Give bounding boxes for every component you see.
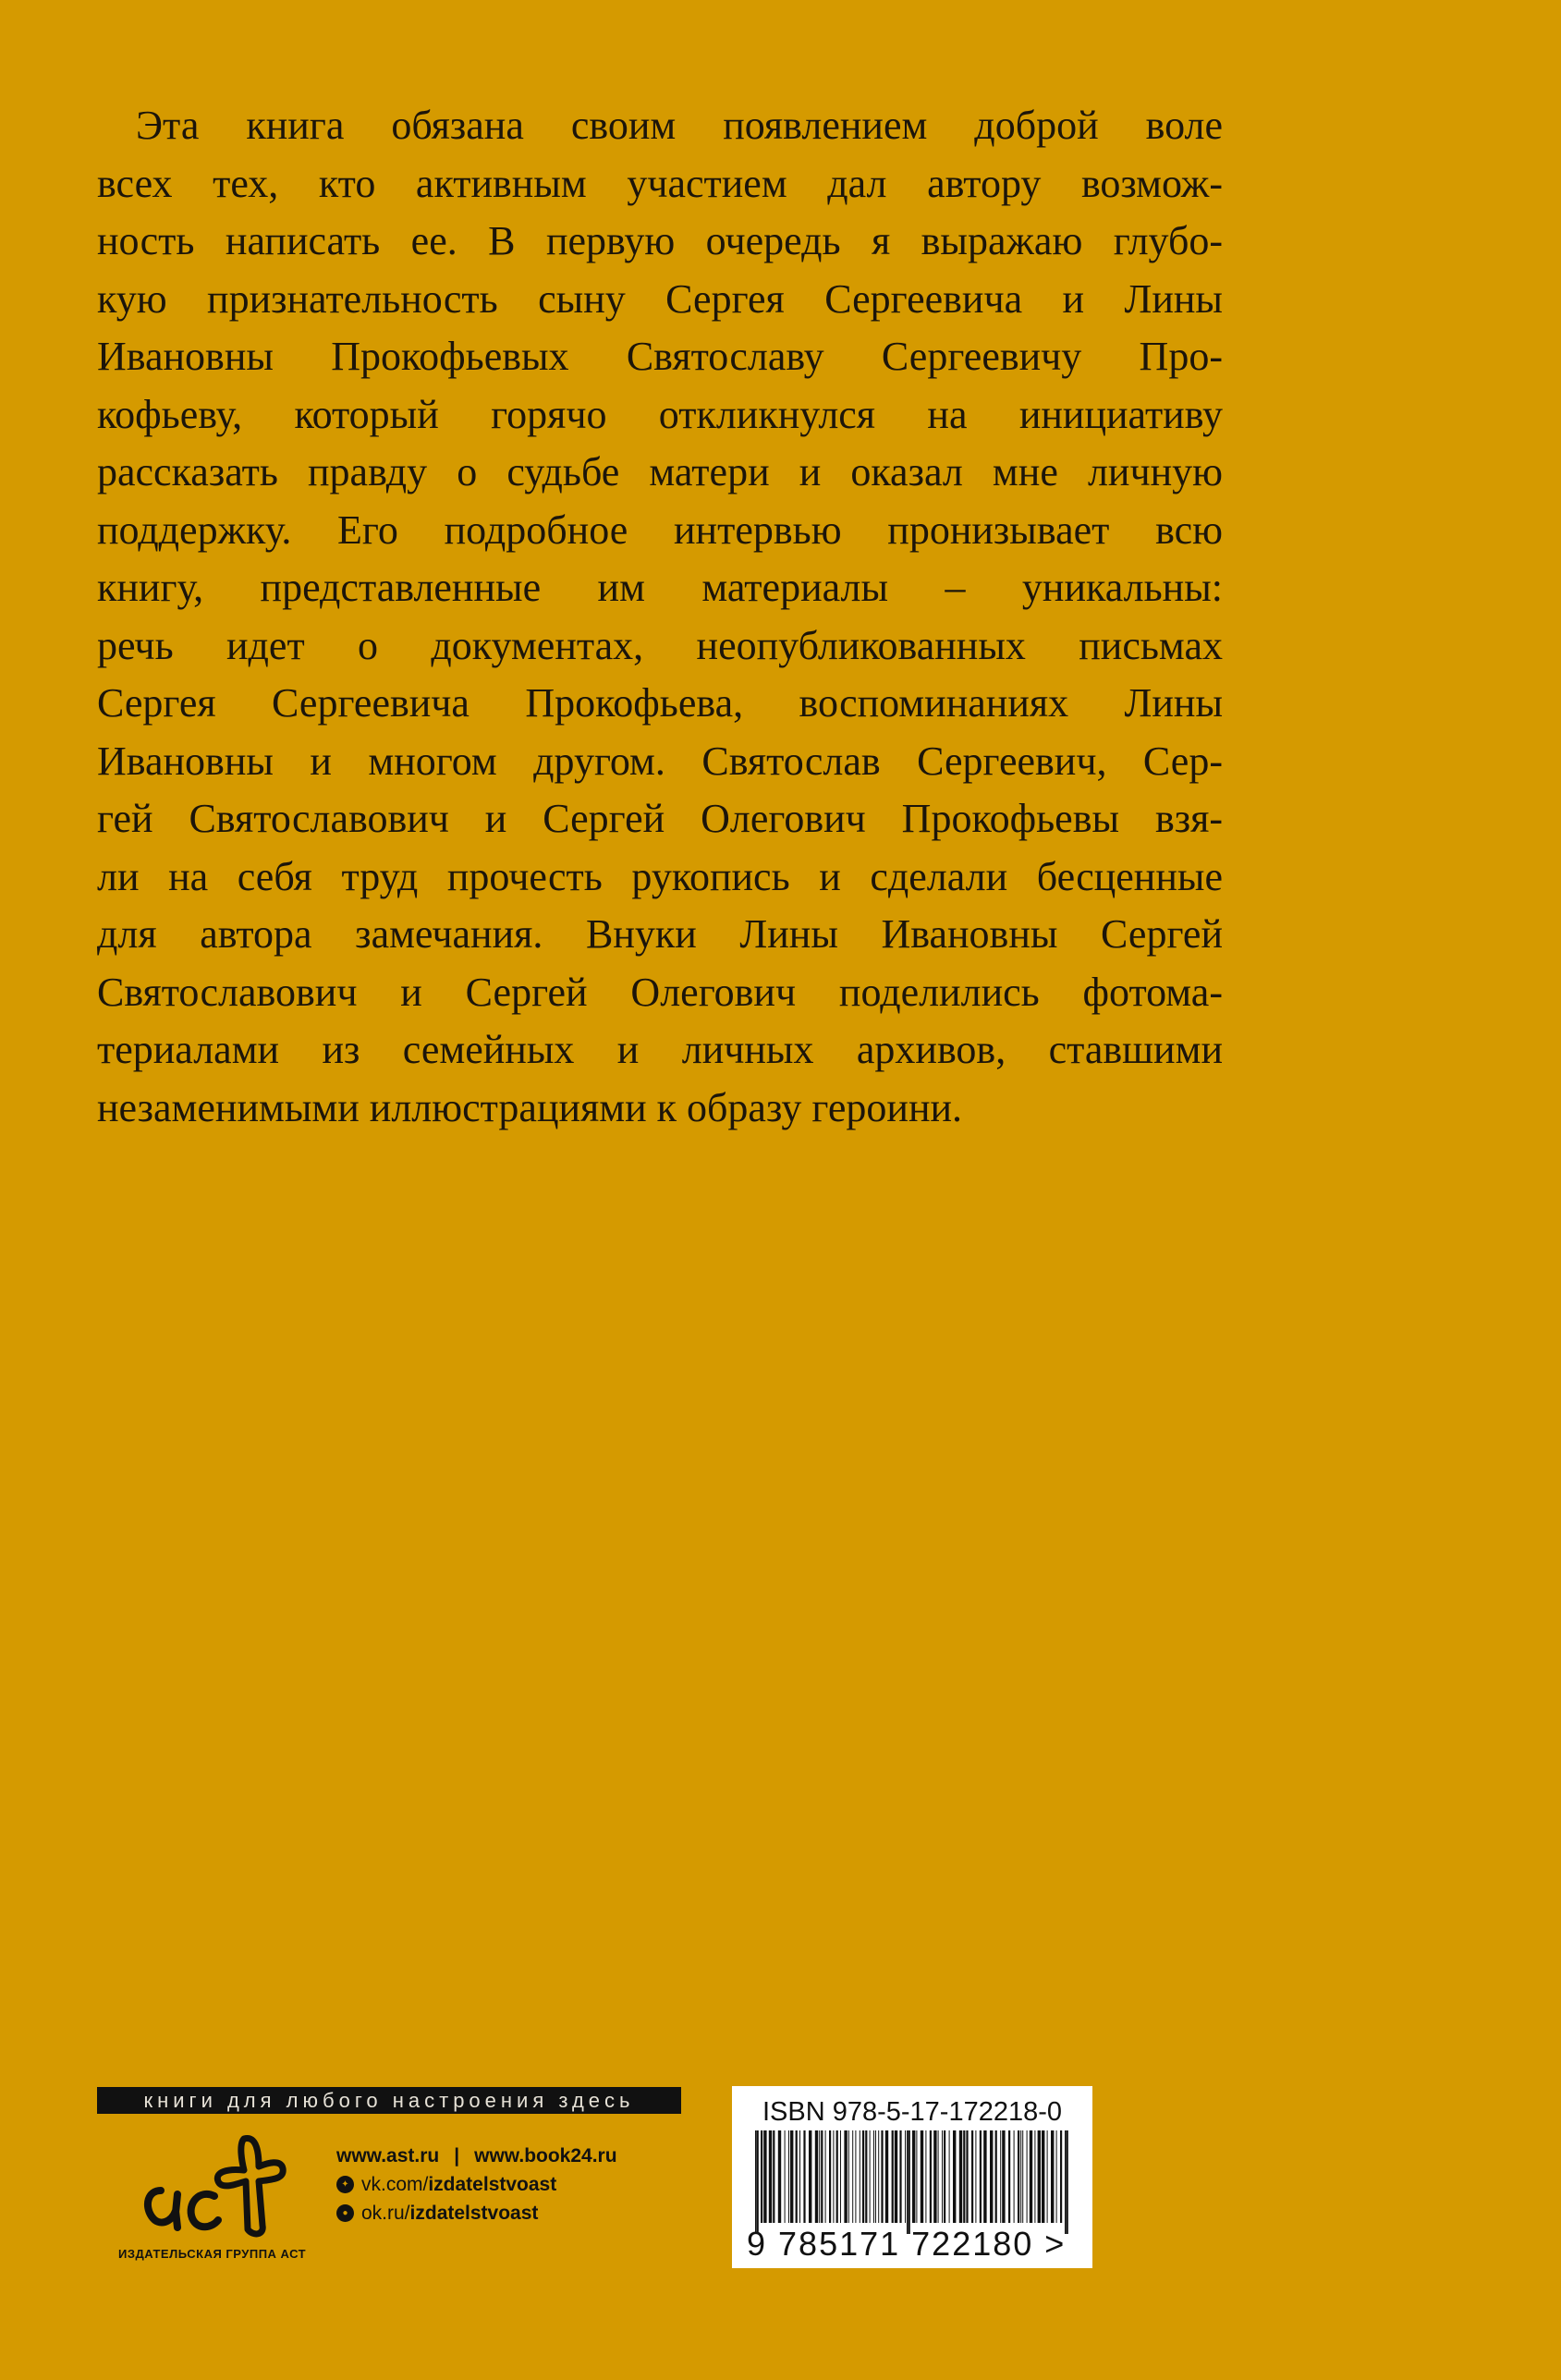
barcode-bar xyxy=(855,2130,856,2223)
ean-number: 9 785171 722180 > xyxy=(747,2225,1067,2263)
barcode-bar xyxy=(971,2130,973,2223)
barcode-bar xyxy=(905,2130,906,2223)
barcode-guard-bar xyxy=(1067,2130,1068,2234)
blurb-line: поддержку. Его подробное интервью пронизывает всю xyxy=(97,507,1223,553)
barcode-bar xyxy=(862,2130,864,2223)
barcode-bar xyxy=(1000,2130,1001,2223)
barcode-bar xyxy=(983,2130,986,2223)
barcode-bar xyxy=(840,2130,841,2223)
blurb-line: Ивановны Прокофьевых Святославу Сергеевичу Про- xyxy=(97,334,1223,379)
barcode-bar xyxy=(995,2130,997,2223)
blurb-line: для автора замечания. Внуки Лины Ивановны Сергей xyxy=(97,911,1223,957)
blurb-line: ли на себя труд прочесть рукопись и сделали бесценные xyxy=(97,853,1223,899)
vk-link[interactable] xyxy=(361,2170,556,2199)
barcode-bar xyxy=(892,2130,894,2223)
barcode-bar xyxy=(873,2130,874,2223)
barcode-bar xyxy=(809,2130,811,2223)
barcode-bar xyxy=(925,2130,926,2223)
isbn-barcode xyxy=(732,2086,1092,2268)
isbn-number: ISBN 978-5-17-172218-0 xyxy=(762,2097,1063,2127)
ok-icon: ● xyxy=(336,2204,354,2222)
blurb-line: Ивановны и многом другом. Святослав Сергеевич, Сер- xyxy=(97,738,1223,784)
barcode-bar xyxy=(878,2130,879,2223)
blurb-line: Святославович и Сергей Олегович поделились фотома- xyxy=(97,969,1223,1015)
barcode-bar xyxy=(761,2130,762,2223)
barcode-guard-bar xyxy=(755,2130,757,2234)
barcode-bar xyxy=(980,2130,982,2223)
barcode-bar xyxy=(836,2130,838,2223)
barcode-bar xyxy=(1034,2130,1035,2223)
barcode-bar xyxy=(799,2130,800,2223)
ok-link[interactable] xyxy=(361,2199,538,2227)
barcode-bar xyxy=(778,2130,781,2223)
barcode-bar xyxy=(921,2130,923,2223)
barcode-bar xyxy=(852,2130,853,2223)
barcode-bar xyxy=(933,2130,936,2223)
barcode-bar xyxy=(803,2130,805,2223)
barcode-bar xyxy=(788,2130,789,2223)
barcode-guard-bar xyxy=(909,2130,910,2234)
barcode-bar xyxy=(1056,2130,1057,2223)
barcode-bar xyxy=(848,2130,849,2223)
barcode-bar xyxy=(916,2130,917,2223)
barcode-guard-bar xyxy=(907,2130,909,2234)
blurb-line: ность написать ее. В первую очередь я выражаю глубо- xyxy=(97,218,1223,263)
website-link-book24[interactable]: www.book24.ru xyxy=(474,2145,617,2166)
barcode-bar xyxy=(1008,2130,1010,2223)
barcode-bar xyxy=(1060,2130,1062,2223)
barcode-bar xyxy=(821,2130,823,2223)
barcode-bar xyxy=(870,2130,871,2223)
ast-logo-icon xyxy=(135,2126,301,2246)
barcode-bar xyxy=(1051,2130,1054,2223)
barcode-bar xyxy=(966,2130,968,2223)
vk-handle: izdatelstvoast xyxy=(428,2174,557,2195)
back-cover-blurb xyxy=(97,97,1223,1137)
publisher-imprint: ИЗДАТЕЛЬСКАЯ ГРУППА АСТ xyxy=(118,2247,307,2261)
barcode-bar xyxy=(829,2130,831,2223)
website-link-ast[interactable]: www.ast.ru xyxy=(336,2145,440,2166)
barcode-bar xyxy=(949,2130,950,2223)
barcode-bar xyxy=(990,2130,993,2223)
barcode-bar xyxy=(1022,2130,1023,2223)
barcode-bar xyxy=(930,2130,932,2223)
barcode-bar xyxy=(1027,2130,1028,2223)
vk-row xyxy=(336,2170,617,2199)
barcode-bar xyxy=(1020,2130,1021,2223)
blurb-line: кую признательность сыну Сергея Сергеевича и Лины xyxy=(97,275,1223,322)
barcode-bar xyxy=(844,2130,847,2223)
barcode-bar xyxy=(959,2130,962,2223)
blurb-line: незаменимыми иллюстрациями к образу героини. xyxy=(97,1084,963,1130)
website-row xyxy=(336,2142,617,2170)
blurb-line: Сергея Сергеевича Прокофьева, воспоминаниях Лины xyxy=(97,680,1223,726)
barcode-bar xyxy=(833,2130,834,2223)
barcode-bar xyxy=(912,2130,915,2223)
barcode-bar xyxy=(1047,2130,1048,2223)
barcode-bar xyxy=(1002,2130,1005,2223)
barcode-bar xyxy=(1038,2130,1041,2223)
barcode-guard-bar xyxy=(757,2130,759,2234)
barcode-bar xyxy=(769,2130,772,2223)
blurb-line: речь идет о документах, неопубликованных письмах xyxy=(97,622,1223,668)
vk-prefix: vk.com/ xyxy=(361,2174,429,2195)
barcode-bar xyxy=(885,2130,888,2223)
barcode-bar xyxy=(963,2130,965,2223)
barcode-bar xyxy=(773,2130,774,2223)
barcode-bar xyxy=(825,2130,826,2223)
barcode-bar xyxy=(881,2130,883,2223)
ast-logo xyxy=(118,2126,312,2264)
barcode-bar xyxy=(1030,2130,1032,2223)
barcode-bar xyxy=(944,2130,945,2223)
publisher-links xyxy=(336,2142,617,2227)
blurb-line: всех тех, кто активным участием дал автору возмож- xyxy=(97,160,1223,206)
ok-row xyxy=(336,2199,617,2227)
barcode-guard-bar xyxy=(1065,2130,1067,2234)
barcode-bar xyxy=(763,2130,766,2223)
barcode-bar xyxy=(1014,2130,1015,2223)
barcode-bar xyxy=(790,2130,793,2223)
barcode-bar xyxy=(865,2130,867,2223)
barcode-bar xyxy=(895,2130,897,2223)
publisher-tagline: книги для любого настроения здесь xyxy=(97,2087,681,2114)
barcode-bar xyxy=(953,2130,956,2223)
blurb-line: Эта книга обязана своим появлением доброй воле xyxy=(136,103,1223,148)
barcode-bar xyxy=(1018,2130,1019,2223)
barcode-bar xyxy=(819,2130,820,2223)
barcode-bar xyxy=(875,2130,876,2223)
separator: | xyxy=(454,2145,460,2166)
barcode-bar xyxy=(815,2130,818,2223)
barcode-bar xyxy=(1042,2130,1044,2223)
blurb-line: гей Святославович и Сергей Олегович Прокофьевы взя- xyxy=(97,796,1223,841)
blurb-line: рассказать правду о судьбе матери и оказал мне личную xyxy=(97,449,1223,494)
barcode-bars xyxy=(753,2130,1071,2234)
blurb-line: кофьеву, который горячо откликнулся на инициативу xyxy=(97,391,1223,437)
vk-icon: ✦ xyxy=(336,2176,354,2193)
blurb-line: книгу, представленные им материалы – уникальны: xyxy=(97,565,1223,610)
barcode-bar xyxy=(942,2130,943,2223)
barcode-bar xyxy=(785,2130,786,2223)
barcode-bar xyxy=(938,2130,939,2223)
barcode-bar xyxy=(975,2130,976,2223)
barcode-bar xyxy=(899,2130,901,2223)
blurb-line: териалами из семейных и личных архивов, ставшими xyxy=(97,1027,1223,1072)
ok-prefix: ok.ru/ xyxy=(361,2203,410,2224)
ok-handle: izdatelstvoast xyxy=(409,2203,539,2224)
barcode-bar xyxy=(796,2130,798,2223)
